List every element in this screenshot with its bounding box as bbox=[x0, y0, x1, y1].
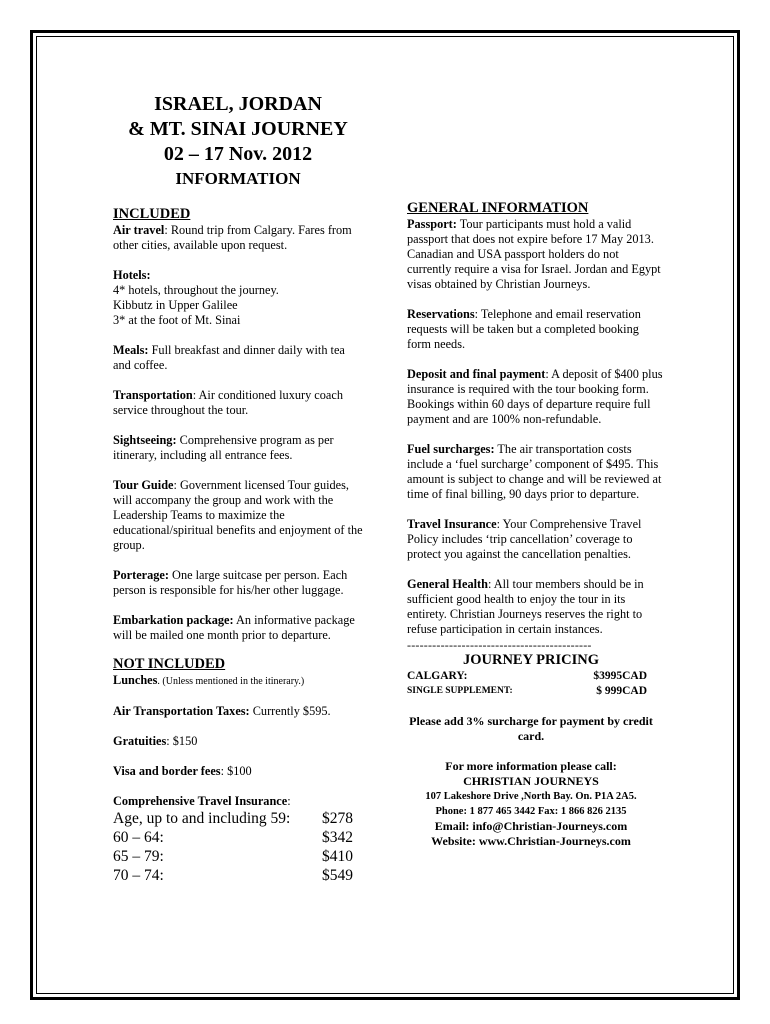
credit-card-surcharge-note: Please add 3% surcharge for payment by credit card. bbox=[409, 714, 653, 743]
general-info-heading: GENERAL INFORMATION bbox=[407, 200, 589, 216]
transportation-label: Transportation bbox=[113, 388, 193, 402]
contact-block bbox=[407, 759, 655, 849]
age-row bbox=[113, 828, 353, 847]
lunches-label: Lunches bbox=[113, 673, 158, 687]
contact-address: 107 Lakeshore Drive ,North Bay. On. P1A 2A5. bbox=[425, 791, 637, 802]
transportation-text: : Air conditioned luxury coach service throughout the tour. bbox=[113, 388, 343, 417]
travel-insurance-item bbox=[407, 517, 665, 562]
visa-text: : $100 bbox=[220, 764, 252, 778]
included-heading: INCLUDED bbox=[113, 206, 191, 222]
contact-company: CHRISTIAN JOURNEYS bbox=[463, 774, 599, 788]
taxes-item bbox=[113, 704, 363, 719]
deposit-text: : A deposit of $400 plus insurance is required with the tour booking form. Bookings within 60 days of departure require full payment and are 100% non-refundable. bbox=[407, 367, 663, 426]
price-label: SINGLE SUPPLEMENT: bbox=[407, 686, 513, 696]
reservations-label: Reservations bbox=[407, 307, 475, 321]
contact-email: Email: info@Christian-Journeys.com bbox=[434, 819, 628, 833]
lunches-item bbox=[113, 673, 363, 689]
sightseeing-text: Comprehensive program as per itinerary, including all entrance fees. bbox=[113, 433, 334, 462]
gratuities-text: : $150 bbox=[166, 734, 198, 748]
passport-text: Tour participants must hold a valid passport that does not expire before 17 May 2013. Canadian and USA passport holders do not currently require a visa for Israel. Jordan and Egypt visas obtained by Christian Journeys. bbox=[407, 217, 661, 291]
taxes-text: Currently $595. bbox=[249, 704, 331, 718]
tour-guide-label: Tour Guide bbox=[113, 478, 174, 492]
age-row bbox=[113, 866, 353, 885]
title-line-2: & MT. SINAI JOURNEY bbox=[128, 118, 348, 140]
reservations-text: : Telephone and email reservation requests will be taken but a completed booking form needs. bbox=[407, 307, 641, 351]
contact-website: Website: www.Christian-Journeys.com bbox=[431, 834, 631, 848]
fuel-surcharge-text: The air transportation costs include a ‘fuel surcharge’ component of $495. This amount is subject to change and will be reviewed at time of final billing, 90 days prior to departure. bbox=[407, 442, 662, 501]
sightseeing-item bbox=[113, 433, 363, 463]
age-row bbox=[113, 847, 353, 866]
contact-phone: Phone: 1 877 465 3442 Fax: 1 866 826 2135 bbox=[435, 806, 627, 817]
hotels-line: Kibbutz in Upper Galilee bbox=[113, 298, 238, 312]
embarkation-label: Embarkation package: bbox=[113, 613, 234, 627]
gratuities-label: Gratuities bbox=[113, 734, 167, 748]
deposit-label: Deposit and final payment bbox=[407, 367, 546, 381]
embarkation-text: An informative package will be mailed one month prior to departure. bbox=[113, 613, 355, 642]
travel-insurance-text: : Your Comprehensive Travel Policy includes ‘trip cancellation’ coverage to protect you against the cancellation penalties. bbox=[407, 517, 642, 561]
left-column bbox=[113, 206, 363, 885]
general-health-label: General Health bbox=[407, 577, 488, 591]
porterage-item bbox=[113, 568, 363, 598]
document-title bbox=[60, 92, 416, 191]
passport-item bbox=[407, 217, 665, 292]
title-line-3: 02 – 17 Nov. 2012 bbox=[163, 143, 313, 165]
tour-guide-text: : Government licensed Tour guides, will accompany the group and work with the Leadership Teams to maximize the educational/spiritual benefits and enjoyment of the group. bbox=[113, 478, 363, 552]
price-row-single-supplement bbox=[407, 684, 647, 699]
journey-pricing-heading: JOURNEY PRICING bbox=[462, 652, 599, 668]
insurance-colon: : bbox=[287, 794, 291, 808]
fuel-surcharge-item bbox=[407, 442, 665, 502]
age-price: $342 bbox=[322, 829, 353, 846]
age-price: $278 bbox=[322, 810, 353, 827]
title-line-4: INFORMATION bbox=[175, 169, 301, 188]
porterage-text: One large suitcase per person. Each person is responsible for his/her other luggage. bbox=[113, 568, 348, 597]
embarkation-item bbox=[113, 613, 363, 643]
meals-item bbox=[113, 343, 363, 373]
insurance-label: Comprehensive Travel Insurance bbox=[113, 794, 288, 808]
reservations-item bbox=[407, 307, 665, 352]
hotels-line: 3* at the foot of Mt. Sinai bbox=[113, 313, 241, 327]
insurance-age-table bbox=[113, 809, 363, 885]
age-price: $549 bbox=[322, 867, 353, 884]
age-range: 70 – 74: bbox=[113, 867, 164, 884]
price-row-calgary bbox=[407, 669, 647, 684]
porterage-label: Porterage: bbox=[113, 568, 169, 582]
air-travel-item bbox=[113, 223, 363, 253]
general-health-item bbox=[407, 577, 665, 637]
age-range: Age, up to and including 59: bbox=[113, 810, 291, 827]
gratuities-item bbox=[113, 734, 363, 749]
age-range: 60 – 64: bbox=[113, 829, 164, 846]
insurance-item bbox=[113, 794, 363, 809]
hotels-label: Hotels: bbox=[113, 268, 151, 282]
hotels-item bbox=[113, 268, 363, 328]
lunches-note: . (Unless mentioned in the itinerary.) bbox=[157, 676, 305, 687]
price-label: CALGARY: bbox=[407, 670, 468, 682]
price-value: $ 999CAD bbox=[596, 685, 647, 697]
age-row bbox=[113, 809, 353, 828]
right-column bbox=[407, 200, 665, 849]
price-value: $3995CAD bbox=[593, 670, 647, 682]
hotels-line: 4* hotels, throughout the journey. bbox=[113, 283, 279, 297]
fuel-surcharge-label: Fuel surcharges: bbox=[407, 442, 495, 456]
not-included-heading: NOT INCLUDED bbox=[113, 656, 226, 672]
air-travel-text: : Round trip from Calgary. Fares from other cities, available upon request. bbox=[113, 223, 352, 252]
meals-text: Full breakfast and dinner daily with tea and coffee. bbox=[113, 343, 345, 372]
pricing-divider: -------------------------------------------- bbox=[407, 639, 592, 651]
meals-label: Meals: bbox=[113, 343, 149, 357]
visa-item bbox=[113, 764, 363, 779]
age-range: 65 – 79: bbox=[113, 848, 164, 865]
taxes-label: Air Transportation Taxes: bbox=[113, 704, 250, 718]
transportation-item bbox=[113, 388, 363, 418]
visa-label: Visa and border fees bbox=[113, 764, 221, 778]
sightseeing-label: Sightseeing: bbox=[113, 433, 177, 447]
contact-call: For more information please call: bbox=[445, 759, 617, 773]
title-line-1: ISRAEL, JORDAN bbox=[154, 93, 322, 115]
travel-insurance-label: Travel Insurance bbox=[407, 517, 497, 531]
general-health-text: : All tour members should be in sufficient good health to enjoy the tour in its entirety. Christian Journeys reserves the right to refuse participation in certain instances. bbox=[407, 577, 644, 636]
air-travel-label: Air travel bbox=[113, 223, 165, 237]
passport-label: Passport: bbox=[407, 217, 457, 231]
tour-guide-item bbox=[113, 478, 363, 553]
deposit-item bbox=[407, 367, 665, 427]
age-price: $410 bbox=[322, 848, 353, 865]
